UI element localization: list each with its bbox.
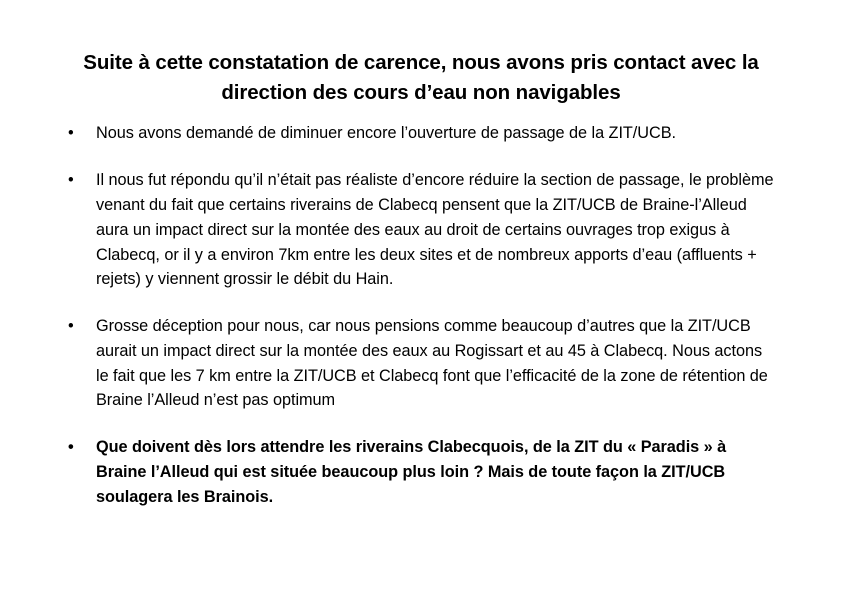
list-item [66, 314, 776, 413]
bullet-dot-icon: • [68, 124, 74, 143]
list-item-text: Nous avons demandé de diminuer encore l’ouverture de passage de la ZIT/UCB. [96, 124, 676, 143]
list-item [66, 168, 776, 292]
list-item-text: Que doivent dès lors attendre les riverains Clabecquois, de la ZIT du « Paradis » à Braine l’Alleud qui est située beaucoup plus loin ? Mais de toute façon la ZIT/UCB soulagera les Brainois. [96, 438, 727, 506]
bullet-dot-icon: • [68, 171, 74, 190]
bullet-list [66, 121, 776, 509]
bullet-dot-icon: • [68, 438, 74, 457]
list-item-text: Il nous fut répondu qu’il n’était pas réaliste d’encore réduire la section de passage, le problème venant du fait que certains riverains de Clabecq pensent que la ZIT/UCB de Braine-l’Alleud aura un impact direct sur la montée des eaux au droit de certains ouvrages trop exigus à Clabecq, or il y a environ 7km entre les deux sites et de nombreux apports d’eau (affluents + rejets) y viennent grossir le débit du Hain. [96, 171, 774, 289]
list-item-text: Grosse déception pour nous, car nous pensions comme beaucoup d’autres que la ZIT/UCB aurait un impact direct sur la montée des eaux au Rogissart et au 45 à Clabecq. Nous actons le fait que les 7 km entre la ZIT/UCB et Clabecq font que l’efficacité de la zone de rétention de Braine l’Alleud n’est pas optimum [96, 317, 768, 410]
page-title: Suite à cette constatation de carence, nous avons pris contact avec la direction des cours d’eau non navigables [83, 51, 759, 104]
bullet-dot-icon: • [68, 317, 74, 336]
list-item [66, 435, 776, 509]
list-item [66, 121, 776, 146]
